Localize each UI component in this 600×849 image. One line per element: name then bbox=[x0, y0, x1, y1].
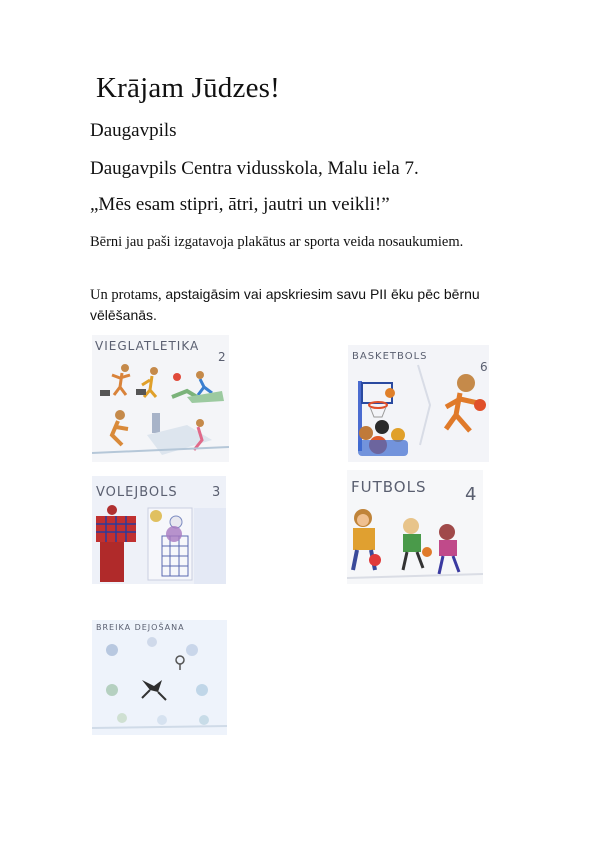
page-title: Krājam Jūdzes! bbox=[96, 72, 280, 104]
poster-label-volleyball: VOLEJBOLS bbox=[96, 485, 178, 500]
poster-number-football: 4 bbox=[465, 484, 478, 505]
paragraph-walk bbox=[90, 284, 530, 326]
poster-number-athletics: 2 bbox=[218, 350, 227, 364]
poster-photo-football bbox=[347, 470, 483, 584]
poster-photo-breakdance bbox=[92, 620, 227, 735]
poster-number-volleyball: 3 bbox=[212, 485, 222, 500]
paragraph-walk-rest: apstaigāsim vai apskriesim savu PII ēku pēc bērnu vēlēšanās. bbox=[90, 286, 480, 323]
poster-photo-athletics bbox=[92, 335, 229, 462]
motto: „Mēs esam stipri, ātri, jautri un veikli!” bbox=[90, 194, 390, 215]
paragraph-posters: Bērni jau paši izgatavoja plakātus ar sporta veida nosaukumiem. bbox=[90, 234, 464, 250]
paragraph-walk-start: Un protams, bbox=[90, 287, 166, 303]
city-name: Daugavpils bbox=[90, 120, 177, 141]
school-address: Daugavpils Centra vidusskola, Malu iela 7. bbox=[90, 158, 419, 179]
poster-number-basketball: 6 bbox=[480, 360, 489, 374]
poster-label-football: FUTBOLS bbox=[351, 478, 427, 496]
poster-photo-volleyball bbox=[92, 476, 226, 584]
poster-label-athletics: VIEGLATLETIKA bbox=[95, 339, 200, 353]
poster-label-basketball: BASKETBOLS bbox=[352, 351, 428, 362]
poster-label-breakdance: BREIKA DEJOŠANA bbox=[96, 623, 185, 632]
poster-photo-basketball bbox=[348, 345, 489, 462]
